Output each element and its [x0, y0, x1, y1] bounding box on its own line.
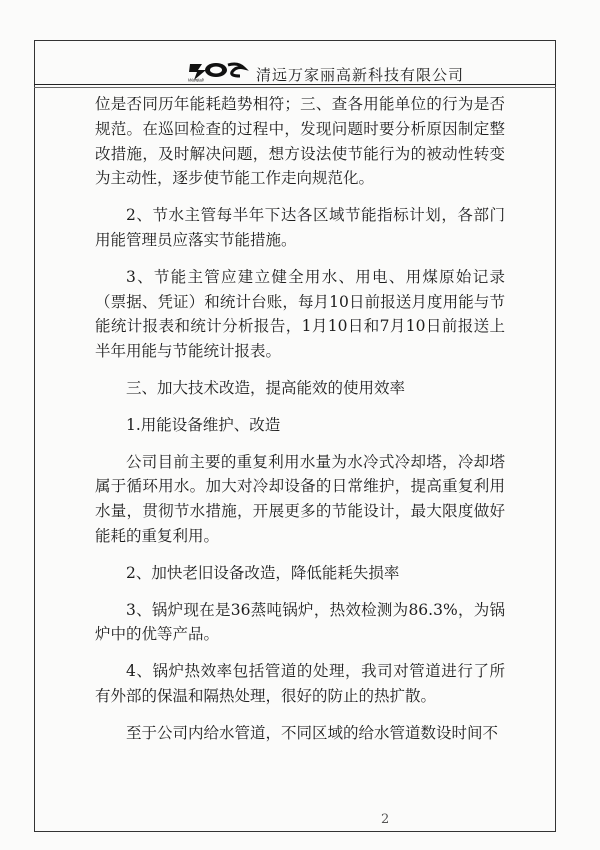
header-rule [34, 84, 556, 85]
paragraph: 3、节能主管应建立健全用水、用电、用煤原始记录（票据、凭证）和统计台账，每月10日前报送月度用能与节能统计报表和统计分析报告，1月10日和7月10日前报送上半年用能与节能统计报表。 [95, 267, 505, 361]
list-item: 2、加快老旧设备改造，降低能耗失损率 [126, 563, 400, 582]
logo-text: Wanjiali [188, 77, 204, 82]
subsection-heading: 1.用能设备维护、改造 [126, 415, 281, 434]
list-item: 4、锅炉热效率包括管道的处理，我司对管道进行了所有外部的保温和隔热处理，很好的防止的热扩散。 [95, 662, 505, 705]
paragraph: 位是否同历年能耗趋势相符；三、查各用能单位的行为是否规范。在巡回检查的过程中，发现问题时要分析原因制定整改措施，及时解决问题，想方设法使节能行为的被动性转变为主动性，逐步使节能工作走向规范化。 [95, 95, 505, 188]
paragraph: 2、节水主管每半年下达各区域节能指标计划，各部门用能管理员应落实节能措施。 [95, 206, 505, 249]
company-name: 清远万家丽高新科技有限公司 [256, 66, 465, 84]
paragraph: 公司目前主要的重复利用水量为水冷式冷却塔，冷却塔属于循环用水。加大对冷却设备的日常维护，提高重复利用水量，贯彻节水措施，开展更多的节能设计，最大限度做好能耗的重复利用。 [95, 452, 505, 545]
section-heading: 三、加大技术改造，提高能效的使用效率 [126, 378, 406, 397]
header-rule-thin [34, 87, 556, 88]
page-number: 2 [381, 812, 390, 827]
company-logo-icon [184, 60, 250, 82]
document-body [95, 92, 505, 746]
paragraph: 至于公司内给水管道，不同区域的给水管道数设时间不 [126, 723, 499, 742]
list-item: 3、锅炉现在是36蒸吨锅炉，热效检测为86.3%，为锅炉中的优等产品。 [95, 600, 505, 644]
